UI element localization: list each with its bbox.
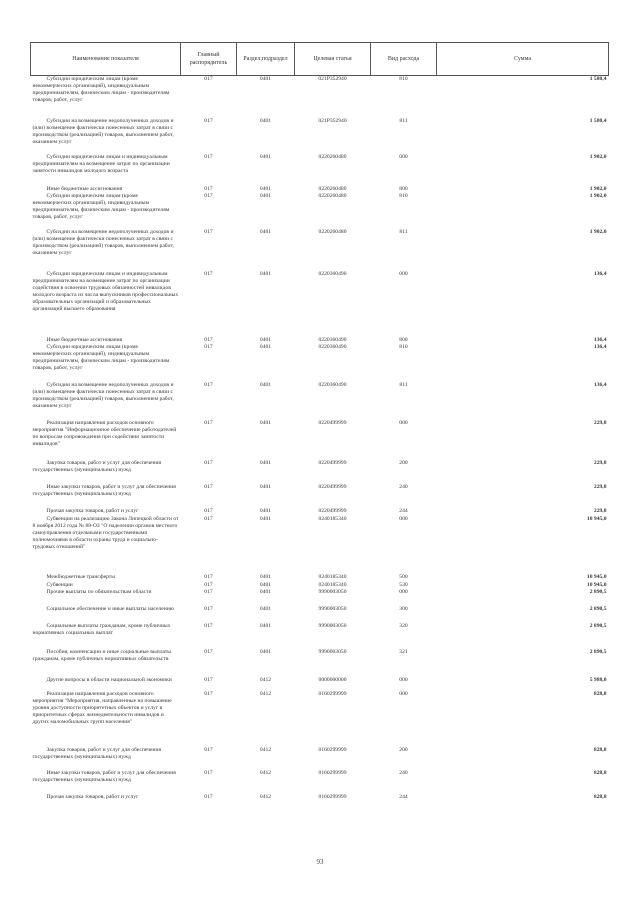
row-target: 0240185340 (318, 573, 347, 580)
row-expense-type: 811 (399, 117, 408, 124)
row-target: 0220499999 (318, 483, 347, 490)
row-expense-type: 810 (399, 343, 408, 350)
row-section: 0412 (259, 793, 272, 800)
table-row (31, 193, 609, 229)
row-sum: 828,8 (593, 690, 607, 697)
row-target: 0220499999 (318, 419, 347, 426)
row-target: 0220499999 (318, 507, 347, 514)
row-name: Другие вопросы в области национальной экономики (46, 676, 172, 683)
row-sum: 2 890,5 (589, 605, 607, 612)
row-sum: 1 580,4 (589, 76, 607, 82)
row-sum: 10 945,0 (586, 515, 607, 522)
row-sum: 1 902,0 (589, 192, 607, 199)
row-sum: 828,8 (593, 746, 607, 753)
table-row (31, 76, 609, 118)
row-name: Субсидии на возмещение недополученных доходов и (или) возмещение фактически понесенных затрат в связи с производством (реализацией) товаров, выполнением работ, оказанием услуг (32, 228, 174, 256)
row-target: 0220260480 (318, 228, 347, 235)
row-sum: 5 988,0 (589, 676, 607, 683)
table-row (31, 574, 609, 582)
table-row (31, 154, 609, 186)
row-name: Пособия, компенсации и иные социальные выплаты гражданам, кроме публичных нормативных обязательств (32, 648, 172, 662)
row-name: Субсидии юридическим лицам и индивидуальным предпринимателям на возмещение затрат по организации занятости инвалидов молодого возраста (32, 153, 170, 174)
row-name: Социальное обеспечение и иные выплаты населению (46, 605, 174, 612)
row-expense-type: 200 (399, 459, 408, 466)
row-target: 0220360490 (318, 270, 347, 277)
row-name: Закупка товаров, работ и услуг для обеспечения государственных (муниципальных) нужд (32, 459, 162, 473)
row-admin: 017 (204, 153, 213, 160)
row-expense-type: 240 (399, 769, 408, 776)
row-expense-type: 800 (399, 336, 408, 343)
table-row (31, 484, 609, 508)
row-target: 0220360490 (318, 381, 347, 388)
table-row (31, 460, 609, 484)
row-admin: 017 (204, 343, 213, 350)
row-target: 0160299999 (318, 769, 347, 776)
table-row (31, 582, 609, 589)
row-sum: 229,8 (593, 507, 607, 514)
table-row (31, 606, 609, 623)
row-target: 9990003050 (318, 648, 347, 655)
row-target: 9990003050 (318, 588, 347, 595)
row-section: 0401 (259, 117, 272, 124)
row-expense-type: 810 (399, 76, 408, 82)
row-target: 9990003050 (318, 622, 347, 629)
header-sum: Сумма (437, 43, 609, 76)
row-admin: 017 (204, 336, 213, 343)
row-sum: 136,4 (593, 343, 607, 350)
row-expense-type: 000 (399, 588, 408, 595)
row-expense-type: 811 (399, 381, 408, 388)
row-admin: 017 (204, 573, 213, 580)
row-sum: 2 890,5 (589, 622, 607, 629)
row-section: 0401 (259, 192, 272, 199)
table-row (31, 747, 609, 770)
row-name: Иные бюджетные ассигнования (46, 336, 123, 343)
header-name: Наименование показателя (31, 43, 181, 76)
row-target: 0000000000 (318, 676, 347, 683)
row-admin: 017 (204, 622, 213, 629)
row-sum: 229,8 (593, 419, 607, 426)
table-row (31, 649, 609, 677)
row-expense-type: 000 (399, 270, 408, 277)
row-target: 0220360490 (318, 336, 347, 343)
row-expense-type: 810 (399, 192, 408, 199)
row-admin: 017 (204, 381, 213, 388)
row-admin: 017 (204, 459, 213, 466)
table-row (31, 623, 609, 649)
row-admin: 017 (204, 192, 213, 199)
row-expense-type: 800 (399, 185, 408, 192)
table-row (31, 229, 609, 271)
row-target: 0160299999 (318, 746, 347, 753)
row-expense-type: 240 (399, 483, 408, 490)
row-sum: 136,4 (593, 336, 607, 343)
row-target: 9990003050 (318, 605, 347, 612)
row-admin: 017 (204, 117, 213, 124)
row-name: Субсидии юридическим лицам (кроме некоммерческих организаций), индивидуальным предпринимателям, физическим лицам - производителям товаров, работ, услуг (32, 76, 170, 103)
row-expense-type: 320 (399, 622, 408, 629)
row-target: 0160299999 (318, 690, 347, 697)
row-section: 0412 (259, 769, 272, 776)
row-name: Реализация направления расходов основного мероприятия "Мероприятия, направленные на повышение уровня доступности приоритетных объектов и услуг в приоритетных сферах жизнедеятельности инвалидов и других маломобильных групп населения" (32, 690, 172, 725)
row-name: Закупка товаров, работ и услуг для обеспечения государственных (муниципальных) нужд (32, 746, 162, 760)
row-sum: 2 890,5 (589, 588, 607, 595)
row-target: 021Р352940 (318, 76, 347, 82)
row-sum: 1 580,4 (589, 117, 607, 124)
table-row (31, 118, 609, 154)
row-sum: 1 902,0 (589, 153, 607, 160)
table-row (31, 344, 609, 382)
row-target: 0220360490 (318, 343, 347, 350)
row-sum: 1 902,0 (589, 185, 607, 192)
row-section: 0401 (259, 381, 272, 388)
row-admin: 017 (204, 676, 213, 683)
row-name: Социальные выплаты гражданам, кроме публичных нормативных социальных выплат (32, 622, 171, 636)
header-admin: Главный распорядитель (181, 43, 237, 76)
row-expense-type: 200 (399, 746, 408, 753)
table-row (31, 271, 609, 337)
table-body (31, 76, 609, 804)
row-section: 0401 (259, 507, 272, 514)
row-name: Прочая закупка товаров, работ и услуг (46, 507, 139, 514)
row-section: 0401 (259, 581, 272, 588)
row-section: 0401 (259, 622, 272, 629)
table-row (31, 770, 609, 794)
row-admin: 017 (204, 515, 213, 522)
row-admin: 017 (204, 419, 213, 426)
row-name: Прочие выплаты по обязательствам области (46, 588, 152, 595)
row-section: 0401 (259, 605, 272, 612)
header-target: Целевая статья (295, 43, 371, 76)
row-sum: 229,8 (593, 483, 607, 490)
row-admin: 017 (204, 769, 213, 776)
row-section: 0401 (259, 459, 272, 466)
row-expense-type: 000 (399, 690, 408, 697)
row-name: Субсидии на возмещение недополученных доходов и (или) возмещение фактически понесенных затрат в связи с производством (реализацией) товаров, выполнением работ, оказанием услуг (32, 381, 174, 409)
row-admin: 017 (204, 793, 213, 800)
table-row (31, 337, 609, 344)
row-sum: 2 890,5 (589, 648, 607, 655)
row-section: 0401 (259, 343, 272, 350)
row-target: 0160299999 (318, 793, 347, 800)
row-name: Прочая закупка товаров, работ и услуг (46, 793, 139, 800)
table-row (31, 691, 609, 747)
row-section: 0412 (259, 746, 272, 753)
row-section: 0412 (259, 690, 272, 697)
row-section: 0401 (259, 336, 272, 343)
row-section: 0401 (259, 483, 272, 490)
row-name: Иные закупки товаров, работ и услуг для обеспечения государственных (муниципальных) нужд (32, 483, 176, 497)
row-section: 0401 (259, 270, 272, 277)
row-name: Иные бюджетные ассигнования (46, 185, 123, 192)
budget-table (30, 42, 609, 804)
row-sum: 136,4 (593, 270, 607, 277)
row-admin: 017 (204, 746, 213, 753)
row-expense-type: 500 (399, 573, 408, 580)
row-name: Субсидии юридическим лицам (кроме некоммерческих организаций), индивидуальным предпринимателям, физическим лицам - производителям товаров, работ, услуг (32, 192, 170, 220)
row-sum: 136,4 (593, 381, 607, 388)
row-expense-type: 321 (399, 648, 408, 655)
row-section: 0401 (259, 76, 272, 82)
row-expense-type: 811 (399, 228, 408, 235)
row-name: Субсидии юридическим лицам и индивидуальным предпринимателям на возмещение затрат по организации содействия в освоении трудовых обязанностей инвалидов молодого возраста из числа выпускников профессиональных образовательных организаций и образовательных организаций высшего образования (32, 270, 179, 312)
header-expense-type: Вид расхода (371, 43, 437, 76)
row-target: 021Р352940 (318, 117, 347, 124)
row-sum: 1 902,0 (589, 228, 607, 235)
table-row (31, 677, 609, 691)
row-sum: 10 945,0 (586, 573, 607, 580)
row-section: 0401 (259, 573, 272, 580)
table-row (31, 382, 609, 420)
row-admin: 017 (204, 605, 213, 612)
row-expense-type: 244 (399, 793, 408, 800)
row-admin: 017 (204, 507, 213, 514)
row-target: 0220260480 (318, 192, 347, 199)
row-expense-type: 000 (399, 515, 408, 522)
table-row (31, 508, 609, 516)
row-expense-type: 000 (399, 419, 408, 426)
row-admin: 017 (204, 185, 213, 192)
row-section: 0401 (259, 648, 272, 655)
row-sum: 229,8 (593, 459, 607, 466)
row-admin: 017 (204, 690, 213, 697)
row-target: 0240185340 (318, 581, 347, 588)
row-admin: 017 (204, 588, 213, 595)
table-row (31, 794, 609, 804)
row-admin: 017 (204, 270, 213, 277)
row-admin: 017 (204, 76, 213, 82)
row-admin: 017 (204, 581, 213, 588)
row-name: Субсидии на возмещение недополученных доходов и (или) возмещение фактически понесенных затрат в связи с производством (реализацией) товаров, выполнением работ, оказанием услуг (32, 117, 174, 145)
row-section: 0401 (259, 419, 272, 426)
row-expense-type: 000 (399, 153, 408, 160)
row-name: Субвенции на реализацию Закона Липецкой области от 8 ноября 2012 года № 88-ОЗ "О наделении органов местного самоуправления отдельными государственными полномочиями в области охраны труда и социально-трудовых отношений" (32, 515, 179, 550)
row-sum: 828,8 (593, 793, 607, 800)
page-number: 93 (316, 858, 324, 866)
header-section: Раздел,подраздел (237, 43, 295, 76)
table-row (31, 420, 609, 460)
row-section: 0401 (259, 515, 272, 522)
row-name: Иные закупки товаров, работ и услуг для обеспечения государственных (муниципальных) нужд (32, 769, 176, 783)
row-target: 0240185340 (318, 515, 347, 522)
row-expense-type: 530 (399, 581, 408, 588)
row-admin: 017 (204, 228, 213, 235)
row-target: 0220499999 (318, 459, 347, 466)
row-section: 0401 (259, 153, 272, 160)
row-section: 0401 (259, 228, 272, 235)
table-row (31, 186, 609, 193)
row-section: 0412 (259, 676, 272, 683)
row-target: 0220260480 (318, 185, 347, 192)
table-row (31, 589, 609, 606)
row-expense-type: 000 (399, 676, 408, 683)
row-section: 0401 (259, 185, 272, 192)
row-expense-type: 300 (399, 605, 408, 612)
row-name: Межбюджетные трансферты (46, 573, 115, 580)
table-header-row (31, 43, 609, 76)
row-admin: 017 (204, 483, 213, 490)
row-section: 0401 (259, 588, 272, 595)
row-name: Реализация направления расходов основного мероприятия "Информационное обеспечение работодателей по вопросам сопровождения при содействии занятости инвалидов" (32, 419, 177, 447)
row-target: 0220260480 (318, 153, 347, 160)
row-admin: 017 (204, 648, 213, 655)
table-row (31, 516, 609, 574)
row-name: Субсидии юридическим лицам (кроме некоммерческих организаций), индивидуальным предпринимателям, физическим лицам - производителям товаров, работ, услуг (32, 343, 170, 371)
row-name: Субвенции (46, 581, 73, 588)
row-expense-type: 244 (399, 507, 408, 514)
row-sum: 828,8 (593, 769, 607, 776)
row-sum: 10 945,0 (586, 581, 607, 588)
